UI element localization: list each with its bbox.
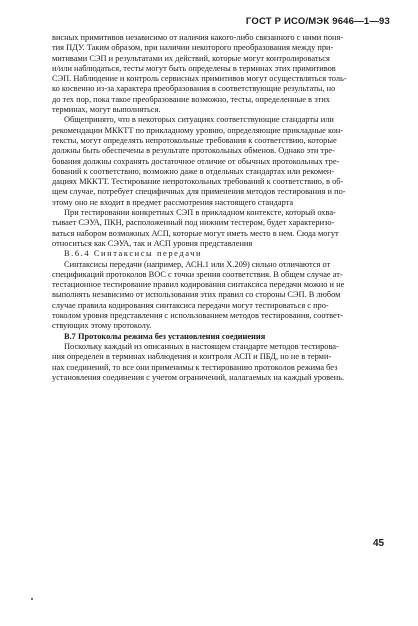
text-line: должны быть обеспечены в результате протокольных обменов. Однако эти тре- — [52, 146, 335, 156]
text-line: и/или наблюдаться, тесты могут быть определены в терминах этих примитивов — [52, 63, 336, 73]
text-line: СЭП. Наблюдение и контроль сервисных примитивов могут осуществляться толь- — [52, 74, 347, 84]
text-line: висных примитивов независимо от наличия какого-либо связанного с ними поня- — [52, 33, 344, 42]
page-number: 45 — [373, 538, 385, 549]
text-line: дациях МККТТ. Тестирование непротокольных требований к соответствию, в об- — [52, 177, 344, 187]
text-line: тексты, могут определять непротокольные требования к соответствию, которые — [52, 135, 337, 145]
text-line: щем случае, потребует специфичных для применения методов тестирования и по- — [52, 187, 346, 197]
text-line: митивами СЭП и результатами их действий, которые могут контролироваться — [52, 53, 330, 63]
text-line: ствующих этому протоколу. — [52, 321, 152, 331]
text-line: тывает СЭУА, ПКН, расположенный под нижним тестером, будет характеризо- — [52, 218, 335, 228]
text-line: токолом уровня представления с использованием методов тестирования, соответ- — [52, 311, 344, 321]
text-line: Общепринято, что в некоторых ситуациях соответствующие стандарты или — [64, 115, 334, 125]
text-line: бования должны сохранять достаточное отличие от обычных протокольных тре- — [52, 156, 340, 166]
text-line: тия ПДУ. Таким образом, при наличии некоторого преобразования между при- — [52, 43, 334, 53]
body-text — [52, 33, 390, 383]
text-line: При тестировании конкретных СЭП в прикладном контексте, который охва- — [64, 208, 336, 218]
text-line: бований к соответствию, возможно даже в отдельных стандартах или рекомен- — [52, 166, 335, 176]
text-line: ния определен в терминах наблюдения и контроля АСП и ПБД, но не в терми- — [52, 352, 332, 362]
text-line: тестационное тестирование правил кодирования синтаксиса передачи можно и не — [52, 280, 345, 290]
text-line: терминах, могут выполняться. — [52, 105, 161, 115]
text-line: случае правила кодирования синтаксиса передачи могут тестироваться с про- — [52, 300, 329, 310]
text-line: ваться набором возможных АСП, которые могут иметь место в нем. Сюда могут — [52, 228, 339, 238]
text-line: ко косвенно из-за характера преобразования в соответствующие результаты, но — [52, 84, 336, 94]
text-line: Синтаксисы передачи (например, АСН.1 или Х.209) сильно отличаются от — [64, 259, 331, 269]
text-line: спецификаций протоколов ВОС с точки зрения соответствия. В общем случае ат- — [52, 269, 343, 279]
text-line: рекомендации МККТТ по прикладному уровню, определяющие прикладные кон- — [52, 125, 344, 135]
text-line: относиться как СЭУА, так и АСП уровня представления — [52, 238, 253, 248]
text-line: нах соединений, то все они применимы к тестированию протоколов режима без — [52, 362, 338, 372]
text-line: до тех пор, пока такое преобразование возможно, тесты, определенные в этих — [52, 94, 330, 104]
scan-speck — [31, 598, 33, 600]
text-line: Поскольку каждый из описанных в настоящем стандарте методов тестирова- — [64, 341, 339, 351]
standard-header: ГОСТ Р ИСО/МЭК 9646—1—93 — [245, 16, 390, 27]
section-heading: В.7 Протоколы режима без установления соединения — [64, 331, 266, 341]
text-line: установления соединения с учетом ограничений, налагаемых на каждый уровень. — [52, 372, 345, 382]
text-line: этому оно не входит в предмет рассмотрения настоящего стандарта — [52, 197, 294, 207]
section-heading: В.6.4 Синтаксисы передачи — [64, 249, 203, 259]
text-line: выполнять независимо от использования этих правил со стороны СЭП. В любом — [52, 290, 341, 300]
